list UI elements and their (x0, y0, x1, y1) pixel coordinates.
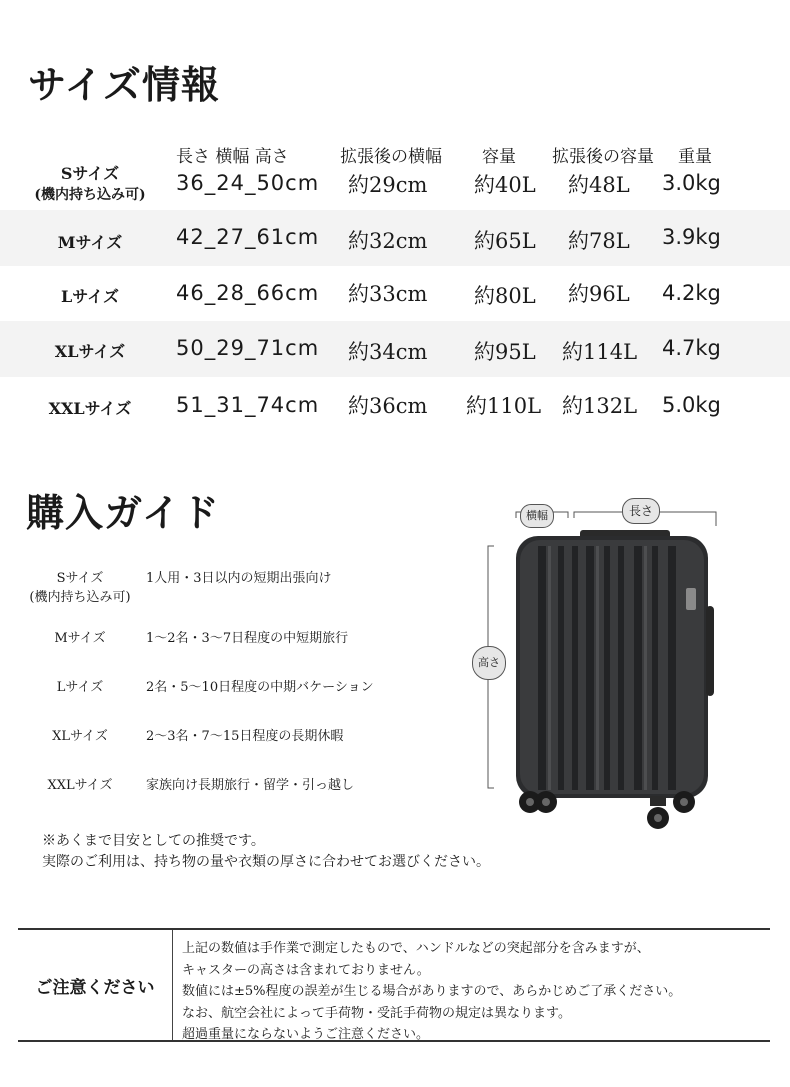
dimensions-value: 46_28_66cm (176, 281, 320, 305)
expanded-width-value: 約36cm (348, 394, 428, 418)
guide-label-xxl (0, 774, 160, 793)
size-row-xl (0, 321, 790, 377)
notice-line: なお、航空会社によって手荷物・受託手荷物の規定は異なります。 (182, 1005, 571, 1021)
weight-value: 4.7kg (662, 336, 721, 360)
notice-line: 数値には±5%程度の誤差が生じる場合がありますので、あらかじめご了承ください。 (182, 984, 682, 999)
capacity-value: 約65L (474, 229, 536, 253)
dimensions-value: 36_24_50cm (176, 171, 320, 195)
dimensions-value: 42_27_61cm (176, 225, 320, 249)
col-dimensions: 長さ 横幅 高さ (176, 147, 289, 167)
guide-size-name: XLサイズ (52, 729, 108, 744)
notice-line: 上記の数値は手作業で測定したもので、ハンドルなどの突起部分を含みますが、 (182, 941, 650, 956)
size-row-m (0, 210, 790, 266)
col-expanded-width: 拡張後の横幅 (340, 147, 442, 167)
size-row-xxl (0, 377, 790, 433)
guide-size-sub: (機内持ち込み可) (29, 590, 131, 605)
guide-desc-xxl: 家族向け長期旅行・留学・引っ越し (146, 778, 355, 793)
expanded-capacity-value: 約114L (562, 340, 638, 364)
guide-desc-m: 1〜2名・3〜7日程度の中短期旅行 (146, 631, 349, 646)
guide-desc-l: 2名・5〜10日程度の中期バケーション (146, 680, 374, 695)
guide-note-1: ※あくまで目安としての推奨です。 (42, 833, 265, 849)
suitcase-diagram (468, 496, 728, 836)
guide-label-m (0, 627, 160, 646)
dimensions-value: 50_29_71cm (176, 336, 320, 360)
col-weight: 重量 (678, 147, 712, 167)
col-expanded-capacity: 拡張後の容量 (552, 147, 654, 167)
expanded-width-value: 約33cm (348, 282, 428, 306)
notice-line: キャスターの高さは含まれておりません。 (182, 962, 430, 978)
guide-label-s (0, 567, 160, 605)
size-label (0, 284, 180, 307)
expanded-capacity-value: 約132L (562, 394, 638, 418)
size-row-s (0, 155, 790, 211)
expanded-capacity-value: 約96L (568, 282, 630, 306)
width-label-badge: 横幅 (520, 504, 554, 528)
guide-desc-s: 1人用・3日以内の短期出張向け (146, 571, 332, 586)
size-sub: (機内持ち込み可) (34, 187, 146, 203)
expanded-width-value: 約32cm (348, 229, 428, 253)
size-name: XXLサイズ (48, 399, 132, 418)
guide-desc-xl: 2〜3名・7〜15日程度の長期休暇 (146, 729, 344, 744)
length-label-badge: 長さ (622, 498, 660, 524)
notice-lines (182, 938, 681, 1046)
notice-title: ご注意ください (18, 930, 173, 1040)
notice-box (18, 928, 770, 1042)
weight-value: 3.9kg (662, 225, 721, 249)
capacity-value: 約110L (466, 394, 542, 418)
suitcase-illustration (468, 496, 728, 836)
guide-label-l (0, 676, 160, 695)
size-row-l (0, 266, 790, 322)
capacity-value: 約80L (474, 284, 536, 308)
expanded-width-value: 約29cm (348, 173, 428, 197)
size-label (0, 339, 180, 362)
size-section-title: サイズ情報 (28, 62, 220, 107)
guide-size-name: Mサイズ (54, 631, 106, 646)
size-name: XLサイズ (54, 342, 126, 361)
expanded-width-value: 約34cm (348, 340, 428, 364)
weight-value: 4.2kg (662, 281, 721, 305)
dimensions-value: 51_31_74cm (176, 393, 320, 417)
size-name: Mサイズ (57, 233, 123, 252)
guide-label-xl (0, 725, 160, 744)
size-label (0, 230, 180, 253)
guide-size-name: Lサイズ (56, 680, 104, 695)
size-label (0, 396, 180, 419)
guide-note-2: 実際のご利用は、持ち物の量や衣類の厚さに合わせてお選びください。 (42, 854, 490, 870)
size-label (0, 161, 180, 204)
capacity-value: 約95L (474, 340, 536, 364)
capacity-value: 約40L (474, 173, 536, 197)
col-capacity: 容量 (482, 147, 516, 167)
expanded-capacity-value: 約48L (568, 173, 630, 197)
guide-size-name: XXLサイズ (47, 778, 113, 793)
expanded-capacity-value: 約78L (568, 229, 630, 253)
notice-line: 超過重量にならないようご注意ください。 (182, 1027, 430, 1042)
weight-value: 5.0kg (662, 393, 721, 417)
weight-value: 3.0kg (662, 171, 721, 195)
size-name: Lサイズ (61, 287, 119, 306)
size-name: Sサイズ (60, 164, 120, 183)
guide-size-name: Sサイズ (56, 571, 104, 586)
guide-section-title: 購入ガイド (26, 490, 220, 535)
height-label-badge: 高さ (472, 646, 506, 680)
